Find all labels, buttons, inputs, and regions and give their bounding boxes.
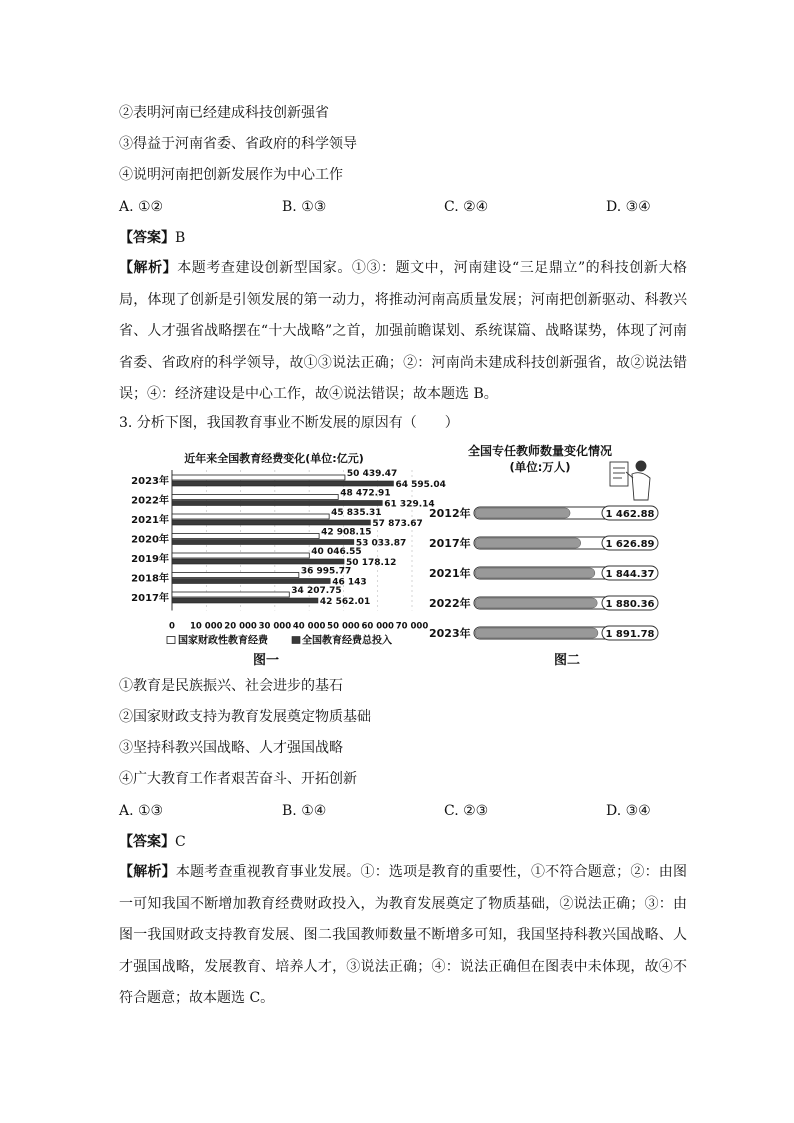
category-label: 2020年 [131, 534, 169, 546]
bar-fill [475, 568, 595, 578]
analysis-text: 本题考查建设创新型国家。①③：题文中，河南建设“三足鼎立”的科技创新大格局，体现了创新是引领发展的第一动力，将推动河南高质量发展；河南把创新驱动、科教兴省、人才强省战略摆在“十大战略”之首，加强前瞻谋划、系统谋篇、战略谋势，体现了河南省委、省政府的科学领导，故①③说法正确；②：河南尚未建成科技创新强省，故②说法错误；④：经济建设是中心工作，故④说法错误；故本题选 B。 [119, 260, 688, 402]
data-label: 1 462.88 [605, 509, 655, 520]
analysis-label: 【解析】 [119, 864, 176, 880]
legend-label-fiscal: 国家财政性教育经费 [178, 635, 268, 647]
q2-option-b: B. ①③ [282, 199, 327, 215]
tick-label: 60 000 [361, 621, 394, 632]
bar-total [172, 559, 344, 564]
bar-total [172, 540, 354, 545]
q3-item-2: ②国家财政支持为教育发展奠定物质基础 [119, 709, 371, 725]
category-label: 2017年 [131, 593, 169, 604]
tick-label: 70 000 [395, 621, 429, 632]
bar-total [172, 481, 393, 486]
data-label: 1 880.36 [605, 599, 655, 610]
bar-fiscal [172, 573, 299, 578]
legend-swatch-fiscal [167, 637, 175, 644]
q3-option-a: A. ①③ [119, 803, 164, 819]
data-label-fiscal: 42 908.15 [321, 527, 372, 538]
q2-option-d: D. ③④ [606, 199, 651, 215]
category-label: 2018年 [131, 573, 169, 585]
tick-label: 30 000 [258, 621, 292, 632]
bar-fill [475, 508, 570, 518]
q3-item-3: ③坚持科教兴国战略、人才强国战略 [119, 740, 343, 756]
q2-analysis [119, 253, 687, 411]
data-label-total: 50 178.12 [346, 558, 397, 568]
bar-total [172, 579, 330, 584]
data-label-total: 42 562.01 [319, 597, 371, 607]
q3-stem: 3. 分析下图，我国教育事业不断发展的原因有（ ） [119, 415, 459, 431]
tick-label: 0 [169, 621, 175, 632]
chart-title: 全国专任教师数量变化情况 [467, 444, 613, 458]
q3-option-c: C. ②③ [444, 803, 489, 819]
bar-fill [475, 628, 598, 638]
q3-analysis [119, 857, 687, 1015]
q3-option-b: B. ①④ [282, 803, 327, 819]
q2-item-3: ③得益于河南省委、省政府的科学领导 [119, 136, 357, 152]
category-label: 2019年 [131, 554, 169, 565]
legend-label-total: 全国教育经费总投入 [302, 635, 392, 647]
q3-item-1: ①教育是民族振兴、社会进步的基石 [119, 678, 343, 694]
tick-label: 40 000 [292, 621, 326, 632]
data-label-total: 57 873.67 [372, 519, 423, 529]
q2-item-2: ②表明河南已经建成科技创新强省 [119, 105, 329, 121]
data-label-total: 46 143 [332, 577, 367, 588]
data-label-fiscal: 36 995.77 [300, 566, 352, 577]
figure-2-caption: 图二 [554, 653, 581, 668]
q3-option-d: D. ③④ [606, 803, 651, 819]
q2-answer [119, 228, 185, 248]
data-label-fiscal: 48 472.91 [340, 488, 391, 499]
bar-fiscal [172, 514, 329, 519]
answer-label: 【答案】 [119, 230, 175, 246]
data-label-fiscal: 40 046.55 [311, 547, 362, 557]
q3-answer [119, 832, 186, 852]
category-label: 2021年 [131, 515, 169, 526]
data-label: 1 844.37 [605, 569, 655, 580]
bar-fill [475, 538, 581, 548]
chart-teacher-count [426, 438, 666, 638]
teacher-illustration-icon [610, 461, 650, 500]
figure-1-caption: 图一 [253, 653, 280, 668]
legend-swatch-total [292, 637, 300, 644]
bar-fiscal [172, 592, 289, 597]
category-label: 2012年 [429, 507, 471, 520]
data-label: 1 891.78 [605, 629, 655, 640]
data-label-fiscal: 45 835.31 [331, 508, 382, 518]
bar-fiscal [172, 475, 345, 480]
data-label-total: 61 329.14 [384, 499, 435, 510]
bar-fiscal [172, 495, 338, 500]
tick-label: 20 000 [224, 621, 257, 632]
answer-label: 【答案】 [119, 834, 175, 850]
tick-label: 10 000 [190, 621, 223, 632]
bar-fiscal [172, 553, 309, 558]
answer-value: C [175, 834, 186, 850]
category-label: 2022年 [429, 597, 471, 610]
category-label: 2017年 [429, 537, 471, 550]
q2-item-4: ④说明河南把创新发展作为中心工作 [119, 167, 343, 183]
data-label-fiscal: 34 207.75 [291, 586, 342, 596]
chart-education-funding [124, 444, 446, 647]
bar-total [172, 598, 318, 603]
analysis-label: 【解析】 [119, 260, 178, 276]
category-label: 2023年 [429, 627, 471, 640]
bar-fiscal [172, 534, 319, 539]
analysis-text: 本题考查重视教育事业发展。①：选项是教育的重要性，①不符合题意；②：由图一可知我国不断增加教育经费财政投入，为教育发展奠定了物质基础，②说法正确；③：由图一我国财政支持教育发展、图二我国教师数量不断增多可知，我国坚持科教兴国战略、人才强国战略，发展教育、培养人才，③说法正确；④：说法正确但在图表中未体现，故④不符合题意；故本题选 C。 [119, 864, 688, 1006]
data-label-fiscal: 50 439.47 [346, 469, 398, 479]
tick-label: 50 000 [327, 621, 360, 632]
chart-subtitle: (单位:万人) [509, 460, 571, 474]
bar-total [172, 520, 370, 525]
bar-total [172, 501, 382, 506]
category-label: 2021年 [429, 567, 471, 580]
q2-option-c: C. ②④ [444, 199, 489, 215]
q2-option-a: A. ①② [119, 199, 164, 215]
q3-item-4: ④广大教育工作者艰苦奋斗、开拓创新 [119, 771, 357, 787]
answer-value: B [175, 230, 186, 246]
category-label: 2023年 [131, 476, 169, 487]
data-label-total: 53 033.87 [355, 538, 407, 549]
chart-title: 近年来全国教育经费变化(单位:亿元) [184, 452, 364, 465]
category-label: 2022年 [131, 495, 169, 507]
data-label: 1 626.89 [605, 539, 655, 550]
data-label-total: 64 595.04 [395, 480, 446, 490]
bar-fill [475, 598, 597, 608]
